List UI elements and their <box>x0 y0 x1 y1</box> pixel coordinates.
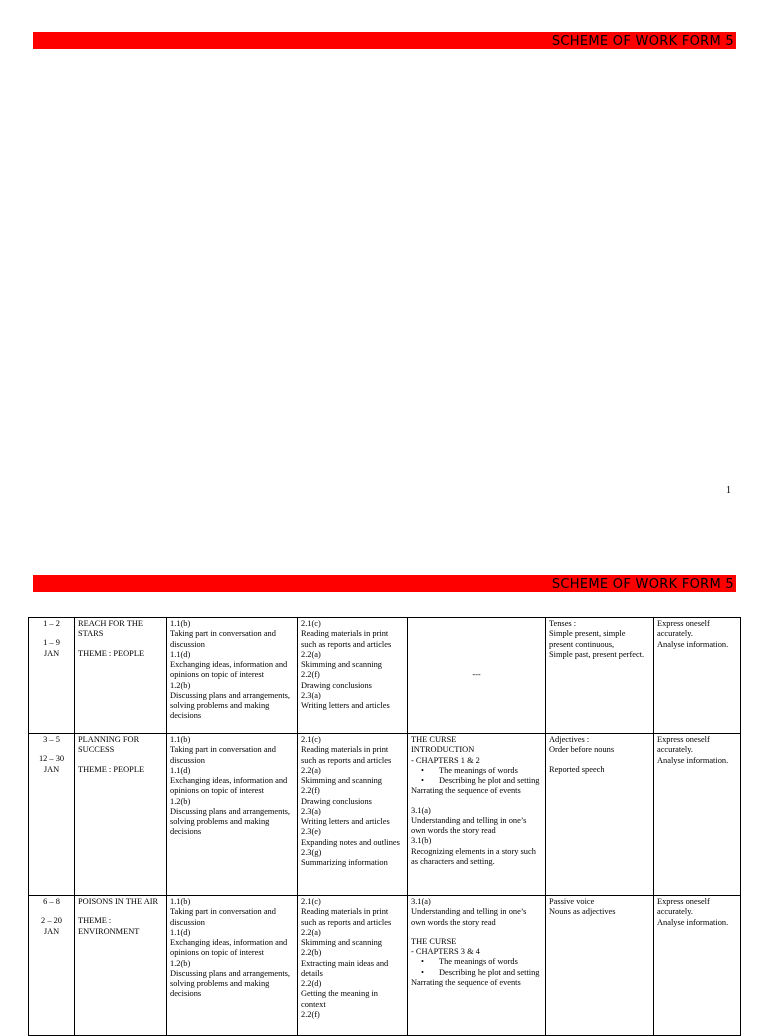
week-range: 1 – 2 <box>43 619 60 628</box>
cell-line: Discussing plans and arrangements, solving problems and making decisions <box>170 806 291 837</box>
week-range: 6 – 8 <box>43 897 60 906</box>
cell-line: 2.1(c) <box>301 619 321 628</box>
unit-topic: PLANNING FOR SUCCESS <box>78 735 140 755</box>
cell-line: 2.1(c) <box>301 897 321 906</box>
cell-line: Analyse information. <box>657 917 729 927</box>
cell-line: Discussing plans and arrangements, solving problems and making decisions <box>170 690 291 721</box>
cell-line: Skimming and scanning <box>301 938 382 947</box>
list-item: • Describing he plot and setting <box>411 968 542 978</box>
cell-line: Adjectives : <box>549 735 590 744</box>
reading-writing-outcomes-cell <box>298 734 408 896</box>
grammar-cell <box>546 734 654 896</box>
date-range: 1 – 9 JAN <box>43 638 60 658</box>
unit-topic: POISONS IN THE AIR <box>78 897 159 906</box>
cell-line: 1.2(b) <box>170 680 191 690</box>
document-title: SCHEME OF WORK FORM 5 <box>551 577 734 592</box>
cell-line: Summarizing information <box>301 858 388 867</box>
date-range: 12 – 30 JAN <box>38 754 65 774</box>
table-row <box>29 734 741 896</box>
cell-line: Order before nouns <box>549 745 615 755</box>
unit-theme: THEME : ENVIRONMENT <box>78 916 140 936</box>
unit-theme: THEME : PEOPLE <box>78 648 145 658</box>
cell-line: Tenses : <box>549 619 577 628</box>
cell-line: 1.1(b) <box>170 897 191 906</box>
week-cell <box>29 618 75 734</box>
cell-line: 1.2(b) <box>170 958 191 968</box>
cell-line: Nouns as adjectives <box>549 907 616 917</box>
cell-line: 2.2(f) <box>301 1009 320 1019</box>
cell-line: 2.3(g) <box>301 847 322 857</box>
cell-line: Exchanging ideas, information and opinions on topic of interest <box>170 776 288 796</box>
values-cell <box>654 618 741 734</box>
values-cell <box>654 896 741 1036</box>
cell-line: 1.1(b) <box>170 619 191 628</box>
literature-bullet-list <box>411 957 542 978</box>
cell-line: Understanding and telling in one’s own words the story read <box>411 907 527 927</box>
cell-line: 2.2(a) <box>301 649 321 659</box>
literature-cell <box>408 734 546 896</box>
cell-line: Taking part in conversation and discussion <box>170 629 276 649</box>
week-range: 3 – 5 <box>43 735 60 744</box>
cell-line: THE CURSE <box>411 735 457 744</box>
cell-line: Taking part in conversation and discussion <box>170 745 276 765</box>
cell-line: Discussing plans and arrangements, solving problems and making decisions <box>170 968 291 999</box>
cell-line: 1.1(d) <box>170 649 191 659</box>
cell-line: 1.1(d) <box>170 765 191 775</box>
cell-line: Recognizing elements in a story such as characters and setting. <box>411 846 536 866</box>
cell-line: Simple past, present perfect. <box>549 649 645 659</box>
cell-line: - CHAPTERS 3 & 4 <box>411 947 480 956</box>
topic-cell <box>75 618 167 734</box>
cell-line: Analyse information. <box>657 639 729 649</box>
cell-line: 2.1(c) <box>301 735 321 744</box>
cell-line: 3.1(a) <box>411 805 431 815</box>
cell-line: 2.2(a) <box>301 765 321 775</box>
spacer <box>411 797 542 806</box>
unit-theme: THEME : PEOPLE <box>78 764 145 774</box>
literature-placeholder: --- <box>472 670 481 680</box>
table-row <box>29 618 741 734</box>
literature-cell <box>408 896 546 1036</box>
cell-line: 2.3(a) <box>301 806 321 816</box>
cell-line: Simple present, simple present continuous, <box>549 629 626 649</box>
page-header-banner <box>33 32 736 49</box>
topic-cell <box>75 896 167 1036</box>
cell-line: 1.1(d) <box>170 927 191 937</box>
cell-line: Passive voice <box>549 897 595 906</box>
spacer <box>411 928 542 937</box>
grammar-cell <box>546 618 654 734</box>
cell-line: 2.2(f) <box>301 786 320 796</box>
cell-line: Reading materials in print such as reports and articles <box>301 629 392 649</box>
date-range: 2 – 20 JAN <box>41 916 62 936</box>
page-header-banner <box>33 575 736 592</box>
cell-line: Drawing conclusions <box>301 680 372 690</box>
cell-line: Extracting main ideas and details <box>301 958 389 978</box>
values-cell <box>654 734 741 896</box>
cell-line: Exchanging ideas, information and opinions on topic of interest <box>170 660 288 680</box>
list-item: • The meanings of words <box>411 957 542 967</box>
reading-writing-outcomes-cell <box>298 618 408 734</box>
speaking-outcomes-cell <box>167 618 298 734</box>
list-item: • Describing he plot and setting <box>411 776 542 786</box>
cell-line: 2.3(e) <box>301 827 321 837</box>
cell-line: Express oneself accurately. <box>657 735 710 755</box>
cell-line: Taking part in conversation and discussion <box>170 907 276 927</box>
table-row <box>29 896 741 1036</box>
cell-line: Narrating the sequence of events <box>411 786 521 796</box>
cell-line: - CHAPTERS 1 & 2 <box>411 755 480 765</box>
scheme-of-work-table <box>28 617 741 1036</box>
cell-line: Narrating the sequence of events <box>411 977 521 987</box>
cell-line: 2.3(a) <box>301 690 321 700</box>
cell-line: 2.2(b) <box>301 948 322 958</box>
cell-line: 3.1(a) <box>411 897 431 906</box>
cell-line: 2.2(f) <box>301 670 320 680</box>
cell-line: 1.1(b) <box>170 735 191 744</box>
cell-line: Express oneself accurately. <box>657 619 710 639</box>
speaking-outcomes-cell <box>167 734 298 896</box>
literature-bullet-list <box>411 766 542 787</box>
grammar-cell <box>546 896 654 1036</box>
cell-line: Reading materials in print such as reports and articles <box>301 907 392 927</box>
cell-line: Understanding and telling in one’s own words the story read <box>411 815 527 835</box>
cell-line: Writing letters and articles <box>301 701 390 710</box>
week-cell <box>29 896 75 1036</box>
cell-line: 2.2(a) <box>301 927 321 937</box>
cell-line: Exchanging ideas, information and opinions on topic of interest <box>170 938 288 958</box>
topic-cell <box>75 734 167 896</box>
cell-line: Express oneself accurately. <box>657 897 710 917</box>
document-title: SCHEME OF WORK FORM 5 <box>551 34 734 49</box>
cell-line: Analyse information. <box>657 755 729 765</box>
cell-line: Skimming and scanning <box>301 776 382 785</box>
cell-line: Getting the meaning in context <box>301 989 378 1009</box>
cell-line: Writing letters and articles <box>301 817 390 826</box>
cell-line: 2.2(d) <box>301 979 322 988</box>
cell-line: Expanding notes and outlines <box>301 837 400 847</box>
cell-line: 3.1(b) <box>411 836 432 846</box>
list-item: • The meanings of words <box>411 766 542 776</box>
cell-line: INTRODUCTION <box>411 745 475 755</box>
reading-writing-outcomes-cell <box>298 896 408 1036</box>
cell-line: Drawing conclusions <box>301 796 372 806</box>
spacer <box>549 756 650 765</box>
week-cell <box>29 734 75 896</box>
speaking-outcomes-cell <box>167 896 298 1036</box>
page-number: 1 <box>726 485 731 496</box>
cell-line: THE CURSE <box>411 936 457 946</box>
cell-line: Reported speech <box>549 764 605 774</box>
cell-line: 1.2(b) <box>170 796 191 806</box>
literature-cell <box>408 618 546 734</box>
cell-line: Reading materials in print such as reports and articles <box>301 745 392 765</box>
cell-line: Skimming and scanning <box>301 660 382 669</box>
unit-topic: REACH FOR THE STARS <box>78 619 143 639</box>
